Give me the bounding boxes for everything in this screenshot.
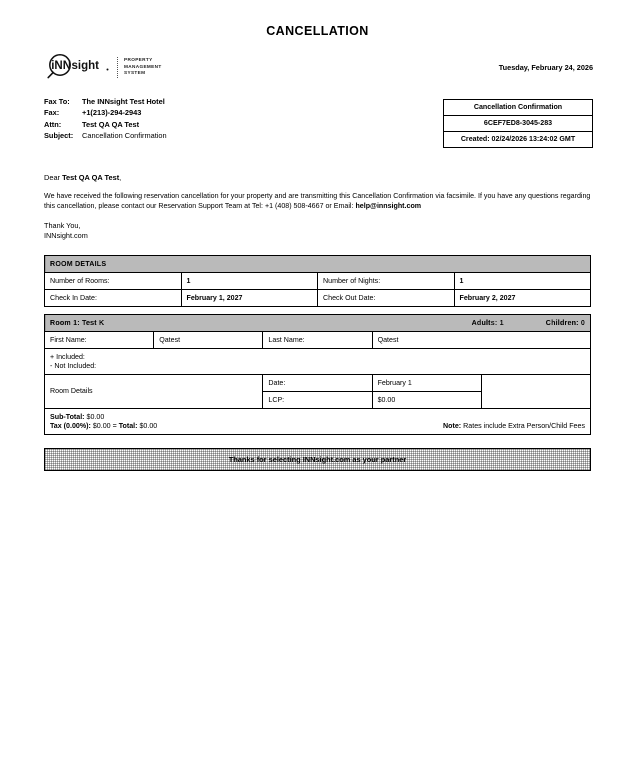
logo-tagline bbox=[124, 57, 162, 76]
subtotal-line bbox=[50, 413, 157, 422]
letter-body bbox=[0, 173, 635, 241]
number-of-nights-label: Number of Nights: bbox=[318, 273, 455, 290]
rate-date-value: February 1 bbox=[372, 375, 481, 392]
signoff-line1: Thank You, bbox=[44, 221, 81, 231]
logo-tagline-line1: PROPERTY bbox=[124, 57, 153, 63]
fax-to-row bbox=[44, 96, 344, 107]
fax-to-label: Fax To: bbox=[44, 97, 70, 106]
fax-number-value: +1(213)-294-2943 bbox=[82, 108, 142, 118]
svg-text:sight: sight bbox=[71, 60, 99, 73]
room-details-section-title: ROOM DETAILS bbox=[45, 256, 591, 273]
details-tables bbox=[0, 255, 635, 435]
tax-total-line bbox=[50, 422, 157, 431]
rate-spacer-cell bbox=[481, 375, 590, 409]
page-title: CANCELLATION bbox=[266, 24, 369, 38]
guest-name-row bbox=[45, 332, 591, 349]
letter-signoff bbox=[44, 221, 591, 241]
fax-number-row bbox=[44, 107, 344, 118]
innsight-wordmark-icon bbox=[44, 54, 114, 80]
total-label: Total: bbox=[118, 421, 138, 430]
tax-value: $0.00 bbox=[92, 421, 111, 430]
salutation-suffix: , bbox=[119, 173, 122, 182]
inclusions-row bbox=[45, 349, 591, 375]
note-label: Note: bbox=[443, 421, 462, 430]
salutation-prefix: Dear bbox=[44, 173, 63, 182]
salutation-name: Test QA QA Test bbox=[62, 173, 120, 182]
room-children: Children: 0 bbox=[545, 318, 585, 327]
table-row bbox=[45, 273, 591, 290]
total-separator: = bbox=[110, 421, 119, 430]
document-date: Tuesday, February 24, 2026 bbox=[498, 63, 593, 72]
note-text: Rates include Extra Person/Child Fees bbox=[461, 421, 585, 430]
confirmation-box bbox=[443, 99, 593, 148]
letter-paragraph-text: We have received the following reservation cancellation for your property and are transmitting this Cancellation Confirmation via facsimile. If you have any questions regarding this cancellation, please contact our Reservation Support Team at Tel: +1 (408) 508-4667 or Email: bbox=[44, 192, 591, 211]
room-adults: Adults: 1 bbox=[471, 318, 504, 327]
check-out-date-label: Check Out Date: bbox=[318, 290, 455, 307]
document-header bbox=[0, 52, 635, 92]
fax-to-block bbox=[44, 96, 344, 142]
letter-paragraph bbox=[44, 191, 591, 211]
logo-tagline-line2: MANAGEMENT bbox=[124, 63, 162, 69]
check-in-date-label: Check In Date: bbox=[45, 290, 182, 307]
totals-cell bbox=[45, 409, 591, 435]
room-details-label: Room Details bbox=[45, 375, 263, 409]
number-of-rooms-value: 1 bbox=[181, 273, 318, 290]
room-block-header bbox=[45, 315, 591, 332]
subject-row bbox=[44, 130, 344, 141]
recipient-and-confirmation bbox=[0, 96, 635, 144]
fax-to-value: The INNsight Test Hotel bbox=[82, 97, 165, 106]
total-value: $0.00 bbox=[139, 421, 158, 430]
number-of-nights-value: 1 bbox=[454, 273, 591, 290]
table-row bbox=[45, 290, 591, 307]
room-block-header-row bbox=[45, 315, 591, 332]
rate-date-label: Date: bbox=[263, 375, 372, 392]
fax-number-label: Fax: bbox=[44, 108, 60, 118]
footer bbox=[0, 448, 635, 471]
not-included-line: - Not Included: bbox=[50, 361, 97, 370]
totals-row bbox=[45, 409, 591, 435]
inclusions-cell bbox=[45, 349, 591, 375]
totals-left bbox=[50, 413, 157, 431]
cancellation-document bbox=[0, 24, 635, 769]
room-details-table bbox=[44, 255, 591, 307]
attn-row bbox=[44, 119, 344, 130]
rate-amount-value: $0.00 bbox=[372, 392, 481, 409]
check-in-date-value: February 1, 2027 bbox=[181, 290, 318, 307]
confirmation-created: Created: 02/24/2026 13:24:02 GMT bbox=[460, 135, 576, 143]
number-of-rooms-label: Number of Rooms: bbox=[45, 273, 182, 290]
subtotal-value: $0.00 bbox=[86, 412, 105, 421]
included-line: + Included: bbox=[50, 352, 85, 361]
logo-tagline-line3: SYSTEM bbox=[124, 70, 146, 76]
salutation bbox=[44, 173, 591, 182]
first-name-label: First Name: bbox=[45, 332, 154, 349]
attn-value: Test QA QA Test bbox=[82, 119, 140, 129]
attn-label: Attn: bbox=[44, 119, 62, 129]
tax-label: Tax (0.00%): bbox=[50, 421, 91, 430]
rates-note bbox=[443, 422, 585, 431]
table-spacer bbox=[44, 307, 591, 314]
signoff-line2: INNsight.com bbox=[44, 231, 88, 241]
subject-label: Subject: bbox=[44, 131, 74, 141]
room-details-header-row bbox=[45, 256, 591, 273]
last-name-label: Last Name: bbox=[263, 332, 372, 349]
innsight-logo bbox=[44, 54, 162, 80]
room-details-rate-row bbox=[45, 375, 591, 392]
svg-text:iNN: iNN bbox=[51, 60, 72, 73]
check-out-date-value: February 2, 2027 bbox=[454, 290, 591, 307]
footer-message: Thanks for selecting INNsight.com as your partner bbox=[44, 448, 591, 471]
support-email: help@innsight.com bbox=[355, 202, 422, 211]
confirmation-heading: Cancellation Confirmation bbox=[444, 100, 592, 116]
room-block-table bbox=[44, 314, 591, 435]
subject-value: Cancellation Confirmation bbox=[82, 131, 167, 141]
room-block-title: Room 1: Test K bbox=[50, 318, 105, 327]
last-name-value: Qatest bbox=[372, 332, 590, 349]
confirmation-number: 6CEF7ED8-3045-283 bbox=[444, 116, 592, 132]
subtotal-label: Sub-Total: bbox=[50, 412, 85, 421]
rate-code-label: LCP: bbox=[263, 392, 372, 409]
first-name-value: Qatest bbox=[154, 332, 263, 349]
logo-divider bbox=[117, 57, 119, 78]
